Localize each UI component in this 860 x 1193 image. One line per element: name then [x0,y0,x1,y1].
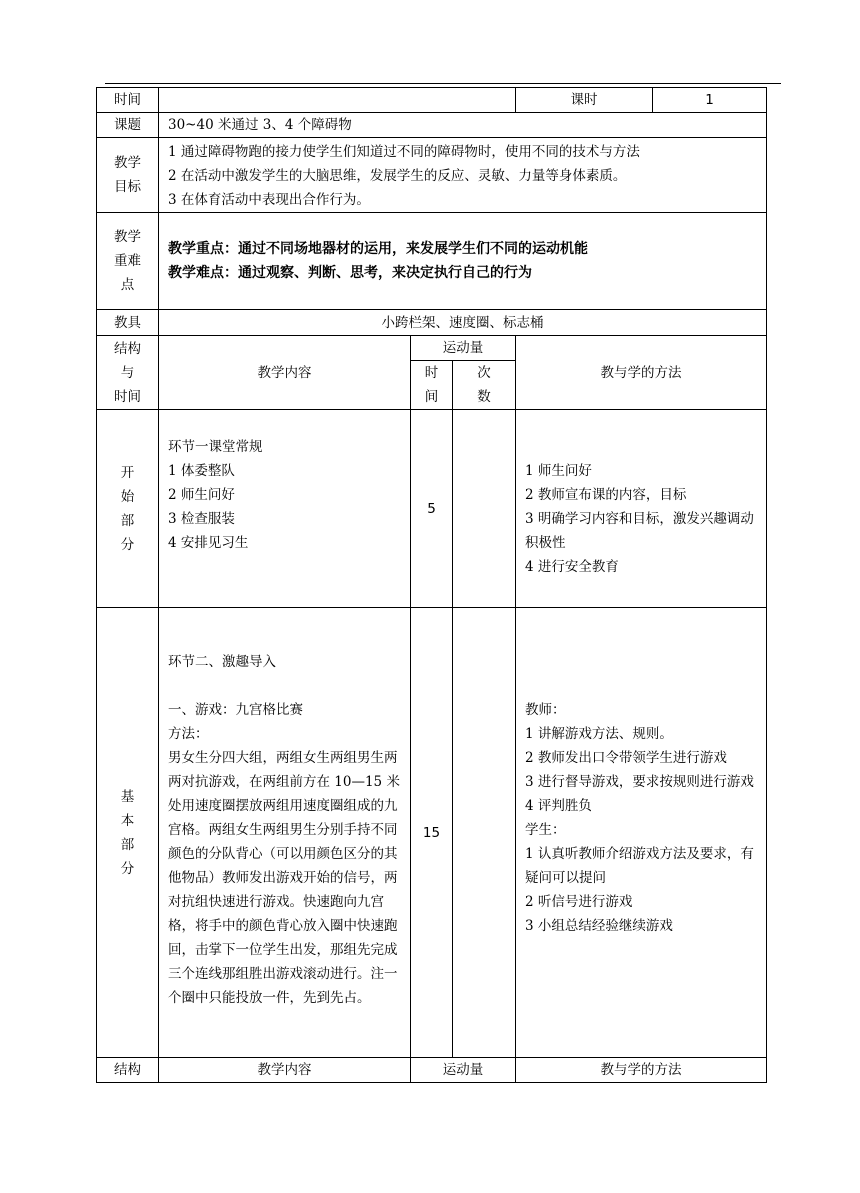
load-count-header: 次 数 [453,361,516,410]
row-goals [97,138,767,213]
row-key-points [97,213,767,310]
goal-item: 2 在活动中激发学生的大脑思维，发展学生的反应、灵敏、力量等身体素质。 [168,168,627,184]
section-start-time: 5 [411,410,453,608]
equipment-label: 教具 [97,310,159,336]
row-topic [97,113,767,138]
structure-header: 结构 与 时间 [97,336,159,410]
load-header: 运动量 [411,336,516,361]
topic-value: 30~40 米通过 3、4 个障碍物 [159,113,767,138]
footer-content: 教学内容 [159,1058,411,1083]
section-basic-method: 教师： 1 讲解游戏方法、规则。 2 教师发出口令带领学生进行游戏 3 进行督导游戏，要求按规则进行游戏 4 评判胜负 学生： 1 认真听教师介绍游戏方法及要求，有疑问可以提问 2 听信号进行游戏 3 小组总结经验继续游戏 [516,608,767,1058]
method-header: 教与学的方法 [516,336,767,410]
section-start-method: 1 师生问好 2 教师宣布课的内容，目标 3 明确学习内容和目标，激发兴趣调动积极性 4 进行安全教育 [516,410,767,608]
period-label: 课时 [516,88,653,113]
section-start-row [97,410,767,608]
row-time [97,88,767,113]
section-start-content: 环节一课堂常规 1 体委整队 2 师生问好 3 检查服装 4 安排见习生 [159,410,411,608]
section-basic-count [453,608,516,1058]
lesson-plan-table [96,87,767,1083]
section-basic-time: 15 [411,608,453,1058]
footer-method: 教与学的方法 [516,1058,767,1083]
goal-item: 3 在体育活动中表现出合作行为。 [168,192,370,208]
section-start-label: 开 始 部 分 [97,410,159,608]
key-point-text: 教学重点：通过不同场地器材的运用，来发展学生们不同的运动机能 [168,241,588,257]
table-header-row-1 [97,336,767,361]
goals-list [159,138,767,213]
period-value: 1 [653,88,767,113]
difficulty-text: 教学难点：通过观察、判断、思考，来决定执行自己的行为 [168,265,532,281]
key-points-label: 教学 重难 点 [97,213,159,310]
section-basic-label: 基 本 部 分 [97,608,159,1058]
topic-label: 课题 [97,113,159,138]
time-value [159,88,516,113]
footer-load: 运动量 [411,1058,516,1083]
section-basic-content: 环节二、激趣导入 一、游戏：九宫格比赛 方法： 男女生分四大组，两组女生两组男生两两对抗游戏，在两组前方在 10—15 米处用速度圈摆放两组用速度圈组成的九宫格。两组女生两组男生分别手持不同颜色的分队背心（可以用颜色区分的其他物品）教师发出游戏开始的信号，两对抗组快速进行游戏。快速跑向九宫格，将手中的颜色背心放入圈中快速跑回，击掌下一位学生出发，那组先完成三个连线那组胜出游戏滚动进行。注一个圈中只能投放一件，先到先占。 [159,608,411,1058]
time-label: 时间 [97,88,159,113]
section-start-count [453,410,516,608]
footer-structure: 结构 [97,1058,159,1083]
footer-header-row [97,1058,767,1083]
section-basic-row [97,608,767,1058]
row-equipment [97,310,767,336]
header-rule [105,83,781,84]
goal-item: 1 通过障碍物跑的接力使学生们知道过不同的障碍物时，使用不同的技术与方法 [168,144,640,160]
content-header: 教学内容 [159,336,411,410]
key-points-content [159,213,767,310]
load-time-header: 时 间 [411,361,453,410]
equipment-value: 小跨栏架、速度圈、标志桶 [159,310,767,336]
goals-label: 教学 目标 [97,138,159,213]
